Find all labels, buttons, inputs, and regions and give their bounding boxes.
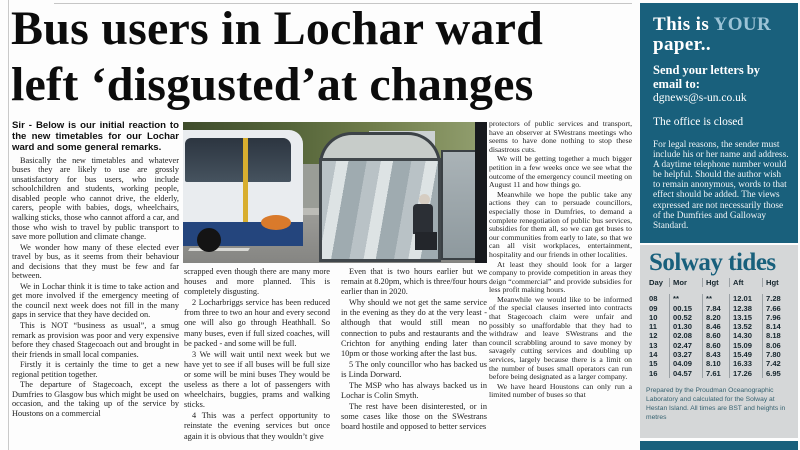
tide-morning-time: ** bbox=[670, 294, 703, 303]
tide-morning-time: 02.47 bbox=[670, 341, 703, 350]
body-paragraph: Meanwhile we hope the public take any actions they can to persuade councillors, especially those in Dumfries, to demand a complete renegotiation of public bus services, subsidies for them all, so we can get buses to our communities from early to late, so that we can all visit workplaces, entertainment, hospitality and our friends in other localities. bbox=[489, 189, 632, 259]
tide-morning-height: 8.60 bbox=[703, 331, 730, 340]
road-marking bbox=[188, 248, 250, 251]
tide-morning-time: 01.30 bbox=[670, 322, 703, 331]
tide-afternoon-height: 8.14 bbox=[766, 322, 781, 332]
tide-afternoon-height: 8.06 bbox=[766, 340, 781, 350]
masthead-paper: paper.. bbox=[653, 34, 712, 55]
body-paragraph: We have heard Houstons can only run a limited number of buses so that bbox=[489, 381, 632, 400]
tide-morning-height: ** bbox=[703, 294, 730, 303]
tides-table-header bbox=[646, 278, 792, 287]
tide-afternoon-time: 16.33 bbox=[730, 359, 763, 368]
tides-table-body bbox=[646, 294, 792, 378]
body-paragraph: The departure of Stagecoach, except the Dumfries to Glasgow bus which might be used on occasion, and the taking up of the service by Houstons on a commercial bbox=[12, 380, 179, 418]
tide-day: 16 bbox=[646, 369, 670, 378]
seated-person-legs bbox=[415, 232, 437, 250]
body-paragraph: 5 The only councillor who has backed us is Linda Dorward. bbox=[341, 359, 487, 379]
tides-footnote: Prepared by the Proudman Oceanographic Laboratory and calculated for the Solway at Hestan Island. All times are BST and heights in metres bbox=[646, 386, 786, 421]
tide-afternoon-time: 15.09 bbox=[730, 341, 763, 350]
letter-column-3 bbox=[341, 267, 487, 450]
body-paragraph: We will be getting together a much bigger petition in a few weeks once we see what the outcome of the emergency council meeting on August 11 and how things go. bbox=[489, 154, 632, 190]
body-paragraph: protectors of public services and transport, have an observer at SWestrans meetings who seems to have done nothing to stop these disastrous cuts. bbox=[489, 120, 632, 154]
body-paragraph: We wonder how many of these elected ever travel by bus, as it seems from their behaviour and decisions that they must be few and far between. bbox=[12, 242, 179, 281]
tide-morning-height: 8.43 bbox=[703, 350, 730, 359]
panel-masthead bbox=[653, 15, 789, 55]
tide-morning-height: 8.20 bbox=[703, 313, 730, 322]
tide-morning-time: 04.09 bbox=[670, 359, 703, 368]
tide-morning-height: 7.61 bbox=[703, 369, 730, 378]
body-paragraph: 2 Locharbriggs service has been reduced from three to two an hour and every second one will also go through Heathhall. So many buses, even if full sized coaches, will be packed - and some will be full. bbox=[184, 298, 330, 348]
tide-day: 13 bbox=[646, 341, 670, 350]
tide-morning-time: 00.15 bbox=[670, 304, 703, 313]
body-paragraph: Even that is two hours earlier but we remain at 8.20pm, which is three/four hours earlier than in 2020. bbox=[341, 267, 487, 297]
your-paper-panel bbox=[640, 3, 798, 243]
body-paragraph: We in Lochar think it is time to take action and get more involved if the emergency meeting of the council next week does not fill in the many gaps in service that they have decided on. bbox=[12, 281, 179, 320]
tide-row bbox=[646, 322, 792, 331]
tide-morning-height: 8.10 bbox=[703, 359, 730, 368]
office-status: The office is closed bbox=[653, 116, 744, 128]
tide-afternoon-height: 7.42 bbox=[766, 359, 781, 369]
column-1-paragraphs bbox=[12, 156, 179, 419]
tide-day: 12 bbox=[646, 331, 670, 340]
next-panel-edge bbox=[640, 441, 798, 450]
bus-livery-swirl bbox=[261, 215, 291, 230]
bus-windshield bbox=[185, 138, 291, 182]
tides-column-header: Hgt bbox=[766, 278, 779, 287]
seated-person-body bbox=[413, 204, 433, 234]
letter-column-2 bbox=[184, 267, 330, 450]
solway-tides-panel bbox=[640, 245, 798, 438]
tide-day: 10 bbox=[646, 313, 670, 322]
bus-wheel bbox=[197, 228, 221, 252]
legal-notice: For legal reasons, the sender must include his or her name and address. A daytime telephone number would be helpful. Should the author wish to remain anonymous, words to that effect should be added. The views expressed are not necessarily those of the Dumfries and Galloway Standard. bbox=[653, 140, 789, 231]
lamp-post bbox=[475, 122, 487, 263]
body-paragraph: Firstly it is certainly the time to get a new regional petition together. bbox=[12, 360, 179, 379]
body-paragraph: Meanwhile we would like to be informed of the special clauses inserted into contracts that Stagecoach claim were unfair and possibly so unaffordable that they had to withdraw and leave SWestrans and the council scrabbling around to save money by savagely cutting services and doubling up services, largely because there is a limit on the number of buses small operators can run before being designated as a larger company. bbox=[489, 294, 632, 382]
body-paragraph: Basically the new timetables and whatever buses they are likely to use are grossly unsatisfactory for bus users, who include schoolchildren and students, working people, disabled people who cannot drive, the elderly, carers, people with babies, dogs, wheelchairs, walking sticks, those who cannot afford a car, and those who wish to travel by public transport to save more pollution and climate change. bbox=[12, 155, 179, 242]
tide-day: 11 bbox=[646, 322, 670, 331]
tide-afternoon-time: 15.49 bbox=[730, 350, 763, 359]
send-letters-label: Send your letters by email to: bbox=[653, 63, 761, 91]
tides-table bbox=[646, 278, 792, 378]
tide-morning-time: 00.52 bbox=[670, 313, 703, 322]
tide-day: 08 bbox=[646, 294, 670, 303]
body-paragraph: 3 We will wait until next week but we have yet to see if all buses will be full size or some will be mini buses They would be useless as there a lot of passengers with wheelchairs, buggies, prams and walking sticks. bbox=[184, 349, 330, 410]
tide-morning-height: 8.60 bbox=[703, 341, 730, 350]
tide-day: 09 bbox=[646, 304, 670, 313]
masthead-your: YOUR bbox=[713, 14, 772, 35]
tide-afternoon-height: 7.80 bbox=[766, 350, 781, 360]
tide-afternoon-time: 13.15 bbox=[730, 313, 763, 322]
tides-column-header: Aft bbox=[730, 278, 763, 287]
tide-row bbox=[646, 331, 792, 340]
tide-morning-height: 8.46 bbox=[703, 322, 730, 331]
tides-column-header: Hgt bbox=[703, 278, 730, 287]
masthead-this-is: This is bbox=[653, 14, 714, 35]
tides-column-header: Mor bbox=[670, 278, 703, 287]
body-paragraph: scrapped even though there are many more houses and more planned. This is completely disgusting. bbox=[184, 267, 330, 297]
tide-row bbox=[646, 294, 792, 303]
tide-row bbox=[646, 341, 792, 350]
tide-row bbox=[646, 369, 792, 378]
tide-day: 14 bbox=[646, 350, 670, 359]
bus-shelter-side-panel bbox=[441, 150, 479, 260]
tides-title: Solway tides bbox=[649, 249, 776, 276]
letter-column-4 bbox=[489, 120, 632, 450]
tide-row bbox=[646, 304, 792, 313]
body-paragraph: This is NOT “business as usual”, a smug remark as provision was poor and very expensive before they chased Stagecoach out and brought in their friends in small local companies. bbox=[12, 321, 179, 359]
body-paragraph: At least they should look for a larger company to provide competition in areas they deign “commercial” and provide subsidies for less profit making hours. bbox=[489, 259, 632, 295]
tide-afternoon-height: 7.96 bbox=[766, 312, 781, 322]
letter-column-1 bbox=[12, 121, 179, 450]
headline bbox=[11, 1, 639, 113]
body-paragraph: Why should we not get the same service in the evening as they do at the very least - although that would still mean no connection to pubs and restaurants and the Crichton for anything ending later than 10pm or those working after the last bus. bbox=[341, 298, 487, 358]
headline-line2: left ‘disgusted’at changes bbox=[11, 58, 534, 111]
tides-column-header: Day bbox=[646, 278, 670, 287]
tide-morning-time: 02.08 bbox=[670, 331, 703, 340]
letter-intro: Sir - Below is our initial reaction to the new timetables for our Lochar ward and some general remarks. bbox=[12, 121, 179, 153]
tide-afternoon-height: 6.95 bbox=[766, 368, 781, 378]
tide-afternoon-height: 7.66 bbox=[766, 303, 781, 313]
tide-afternoon-time: 13.52 bbox=[730, 322, 763, 331]
bus-stop-photo bbox=[183, 122, 487, 263]
tide-day: 15 bbox=[646, 359, 670, 368]
tide-morning-height: 7.84 bbox=[703, 304, 730, 313]
tide-afternoon-time: 12.01 bbox=[730, 294, 763, 303]
body-paragraph: The MSP who has always backed us in Lochar is Colin Smyth. bbox=[341, 381, 487, 401]
tide-row bbox=[646, 350, 792, 359]
tide-afternoon-time: 17.26 bbox=[730, 369, 763, 378]
tide-afternoon-height: 7.28 bbox=[766, 294, 781, 304]
yellow-handrail-pole bbox=[243, 138, 248, 222]
headline-line1: Bus users in Lochar ward bbox=[11, 2, 544, 55]
tide-afternoon-height: 8.18 bbox=[766, 331, 781, 341]
tide-afternoon-time: 14.30 bbox=[730, 331, 763, 340]
tide-afternoon-time: 12.38 bbox=[730, 304, 763, 313]
tide-morning-time: 03.27 bbox=[670, 350, 703, 359]
page-edge-rule bbox=[8, 0, 9, 450]
tide-row bbox=[646, 359, 792, 368]
letters-email-address: dgnews@s-un.co.uk bbox=[653, 92, 747, 104]
tide-morning-time: 04.57 bbox=[670, 369, 703, 378]
tide-row bbox=[646, 313, 792, 322]
body-paragraph: The rest have been disinterested, or in some cases like those on the SWestrans board hostile and opposed to better services bbox=[341, 402, 487, 432]
body-paragraph: 4 This was a perfect opportunity to reinstate the evening services but once again it is obvious that they wouldn’t give bbox=[184, 411, 330, 441]
